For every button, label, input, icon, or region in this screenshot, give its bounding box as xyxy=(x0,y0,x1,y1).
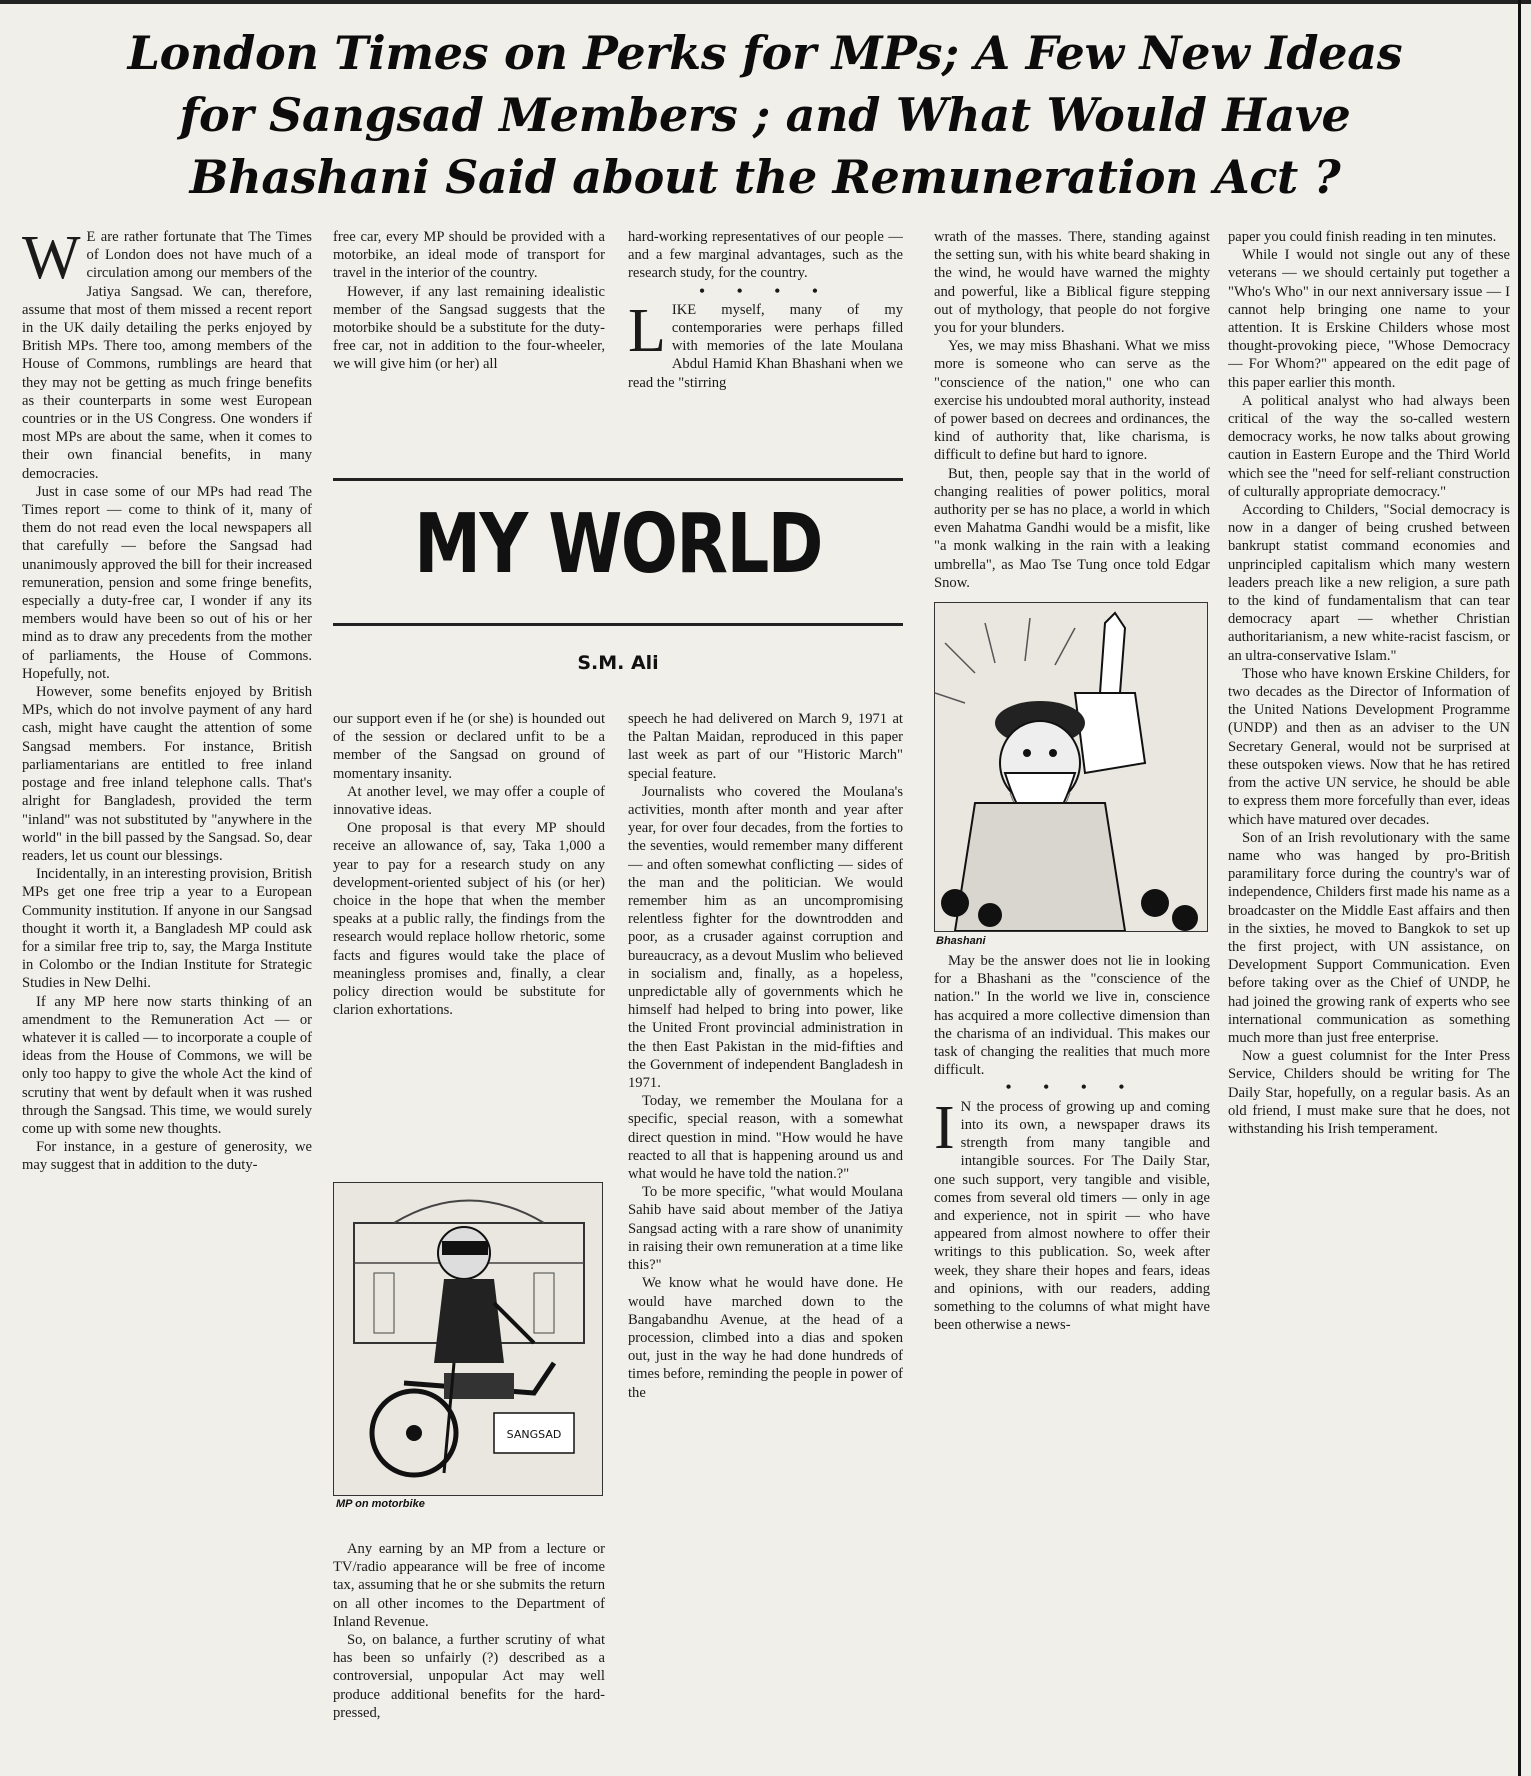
paragraph: Yes, we may miss Bhashani. What we miss more is someone who can serve as the "conscience of the nation," one who can exercise his undoubted moral authority, instead of power based on decrees and ordinances, the kind of authority that, like charisma, is difficult to define but hard to ignore. xyxy=(934,338,1210,464)
bhashani-illustration xyxy=(935,603,1207,931)
paragraph: One proposal is that every MP should receive an allowance of, say, Taka 1,000 a year to pay for a research study on any development-oriented subject of his (or her) choice in the hope that when the member speaks at a public rally, the findings from the research would replace hollow rhetoric, some facts and figures would take the place of meaningless promises and, finally, a clear policy direction would be substitute for clarion exhortations. xyxy=(333,820,605,1019)
article-column-3-top xyxy=(628,228,903,458)
banner-rule-top xyxy=(333,478,903,481)
paragraph: While I would not single out any of these veterans — we should certainly put together a "Who's Who" in our next anniversary issue — I cannot help bringing one name to your attention. It is Erskine Childers whose most thought-provoking piece, "Whose Democracy — For Whom?" appeared on the edit page of this paper earlier this month. xyxy=(1228,247,1510,391)
headline-line-1: London Times on Perks for MPs; A Few New Ideas xyxy=(127,26,1403,80)
bhashani-cartoon xyxy=(934,602,1208,932)
right-column-rule xyxy=(1518,0,1521,1776)
article-column-5 xyxy=(1228,228,1510,1768)
paragraph: However, some benefits enjoyed by British MPs, which do not involve payment of any hard cash, might have caught the attention of some Sangsad members. For instance, British parliamentarians are entitled to free inland postage and free inland telephone calls. That's alright for Bangladesh, provided the term "inland" was not substituted by "anywhere in the world" in the bill passed by the Sangsad. So, dear readers, let us count our blessings. xyxy=(22,684,312,864)
paragraph: But, then, people say that in the world of changing realities of power politics, moral authority per se has no place, a world in which even Mahatma Gandhi would be a misfit, like "a monk walking in the rain with a leaking umbrella", as Mao Tse Tung once told Edgar Snow. xyxy=(934,465,1210,591)
motorbike-caption: MP on motorbike xyxy=(336,1498,425,1510)
paragraph: So, on balance, a further scrutiny of what has been so unfairly (?) described as a controversial, unpopular Act may well produce additional benefits for the hard-pressed, xyxy=(333,1632,605,1721)
paragraph: paper you could finish reading in ten minutes. xyxy=(1228,229,1497,245)
paragraph: our support even if he (or she) is hounded out of the session or declared unfit to be a member of the Sangsad on ground of momentary insanity. xyxy=(333,711,605,782)
mp-motorbike-cartoon xyxy=(333,1182,603,1496)
top-rule xyxy=(0,0,1531,4)
drop-cap: W xyxy=(22,228,81,292)
paragraph: May be the answer does not lie in looking for a Bhashani as the "conscience of the nation." In the world we live in, conscience has acquired a more collective dimension than the charisma of an individual. This makes our task of changing the realities that much more difficult. xyxy=(934,953,1210,1079)
paragraph: However, if any last remaining idealistic member of the Sangsad suggests that the motorbike should be a substitute for the duty-free car, not in addition to the four-wheeler, we will give him (or her) all xyxy=(333,283,605,373)
headline-line-3: Bhashani Said about the Remuneration Act ? xyxy=(189,150,1341,204)
paragraph: Journalists who covered the Moulana's activities, month after month and year after year, for over four decades, from the forties to the seventies, would remember many different — and often somewhat conflicting — sides of the man and the politician. We would remember him as an uncompromising relentless fighter for the downtrodden and poor, as a crusader against corruption and bureaucracy, as a devout Muslim who believed in socialism and, finally, as a hopeless, unpredictable ally of governments which he himself had helped to bring into power, like the United Front provincial administration in the then East Pakistan in the mid-fifties and the Government of independent Bangladesh in 1971. xyxy=(628,783,903,1092)
bhashani-caption: Bhashani xyxy=(936,935,986,948)
article-column-2-middle xyxy=(333,710,605,1180)
paragraph: LIKE myself, many of my contemporaries were perhaps filled with memories of the late Moulana Abdul Hamid Khan Bhashani when we read the "stirring xyxy=(628,296,903,391)
paragraph: Just in case some of our MPs had read The Times report — come to think of it, many of them do not read even the local newspapers all that carefully — before the Sangsad had unanimously approved the bill for their increased remuneration, pension and some fringe benefits, especially a duty-free car, I wonder if any its members would have been so out of his or her mind as to draw any precedents from the mother of parliaments, the House of Commons. Hopefully, not. xyxy=(22,483,312,682)
paragraph: Son of an Irish revolutionary with the same name who was hanged by pro-British paramilitary force during the country's war of independence, Childers first made his name as a broadcaster on the Middle East affairs and then in the sixties, he moved to Bangkok to set up the first project, with UN assistance, on Development Support Communication. Even before taking over as the Chief of UNDP, he had joined the growing rank of experts who see international communication as something much more than just free enterprise. xyxy=(1228,829,1510,1046)
article-column-2-bottom xyxy=(333,1540,605,1768)
drop-cap: I xyxy=(934,1093,955,1162)
headline xyxy=(20,22,1510,208)
section-dots: • • • • xyxy=(699,282,832,300)
paragraph: To be more specific, "what would Moulana Sahib have said about member of the Jatiya Sangsad acting with a rare show of unanimity in raising their own remuneration at a time like this?" xyxy=(628,1184,903,1274)
article-column-1 xyxy=(22,228,312,1768)
paragraph: W E are rather fortunate that The Times of London does not have much of a circulation among our members of the Jatiya Sangsad. We can, therefore, assume that most of them missed a recent report in the UK daily detailing the perks enjoyed by British MPs. There too, among members of the House of Commons, rumblings are heard that they may not be getting as much fringe benefits as their counterparts in some west European countries or in the US Congress. One wonders if most MPs are about the same, when it comes to their own financial benefits, in many democracies. xyxy=(22,228,312,482)
headline-line-2: for Sangsad Members ; and What Would Have xyxy=(179,88,1351,142)
article-column-2-top xyxy=(333,228,605,458)
paragraph: hard-working representatives of our people — and a few marginal advantages, such as the research study, for the country. xyxy=(628,229,903,282)
paragraph: We know what he would have done. He would have marched down to the Bangabandhu Avenue, at the head of a procession, climbed into a dias and spoken out, just in the way he had done hundreds of times before, reminding the people in power of the xyxy=(628,1275,903,1401)
paragraph: free car, every MP should be provided with a motorbike, an ideal mode of transport for travel in the interior of the country. xyxy=(333,229,605,282)
paragraph: Incidentally, in an interesting provision, British MPs get one free trip a year to a European Community institution. If anyone in our Sangsad thought it worth it, a Bangladesh MP could ask for a similar free trip to, say, the Marga Institute in Colombo or the Indian Institute for Strategic Studies in New Delhi. xyxy=(22,866,312,992)
cartoon-sign-text: SANGSAD xyxy=(506,1428,562,1441)
paragraph: If any MP here now starts thinking of an amendment to the Remuneration Act — or whatever it is called — to incorporate a couple of ideas from the House of Commons, we will be only too happy to give the whole Act the kind of scrutiny that went by default when it was rushed through the Sangsad. This time, we would surely come up with some new thoughts. xyxy=(22,993,312,1137)
bhashani-figure-space xyxy=(934,592,1210,952)
paragraph: Today, we remember the Moulana for a specific, special reason, with a somewhat direct question in mind. "How would he have reacted to all that is happening around us and what would he have told the nation.?" xyxy=(628,1093,903,1183)
paragraph: According to Childers, "Social democracy is now in a danger of being crushed between bankrupt statist command economies and unprincipled capitalism which many western leaders preach like a new religion, a sure path to the kind of fundamentalism that can tear democracy apart — whether Christian authoritarianism, a new white-racist fascism, or an ultra-conservative Islam." xyxy=(1228,502,1510,664)
banner-rule-bottom xyxy=(333,623,903,626)
paragraph: speech he had delivered on March 9, 1971 at the Paltan Maidan, reproduced in this paper last week as part of our "Historic March" special feature. xyxy=(628,711,903,782)
article-column-3 xyxy=(628,710,903,1768)
section-dots: • • • • xyxy=(1005,1079,1139,1097)
paragraph: Now a guest columnist for the Inter Press Service, Childers should be writing for The Daily Star, hopefully, on a regular basis. As an old friend, I must make sure that he does, not withstanding his Irish temperament. xyxy=(1228,1048,1510,1137)
column-banner: MY WORLD xyxy=(414,497,822,592)
paragraph: Any earning by an MP from a lecture or TV/radio appearance will be free of income tax, assuming that he or she submits the return on all other incomes to the Department of Inland Revenue. xyxy=(333,1541,605,1630)
byline: S.M. Ali xyxy=(577,652,659,674)
paragraph: Those who have known Erskine Childers, for two decades as the Director of Information of the United Nations Development Programme (UNDP) and then as an adviser to the UN Secretary General, would not be surprised at these outspoken views. Now that he has retired from the active UN service, he should be able to express them more forcefully than ever, ideas which have matured over decades. xyxy=(1228,665,1510,828)
paragraph: At another level, we may offer a couple of innovative ideas. xyxy=(333,783,605,819)
motorbike-illustration xyxy=(334,1183,602,1495)
paragraph: A political analyst who had always been critical of the way the so-called western democracy works, he now talks about growing caution in Eastern Europe and the Third World which see the "need for self-reliant construction of culturally appropriate democracy." xyxy=(1228,392,1510,500)
paragraph: For instance, in a gesture of generosity, we may suggest that in addition to the duty- xyxy=(22,1139,312,1174)
paragraph: wrath of the masses. There, standing against the setting sun, with his white beard shaking in the wind, he would have warned the mighty and powerful, like a Biblical figure stepping out of mythology, that people do not forgive you for your blunders. xyxy=(934,229,1210,337)
paragraph: I N the process of growing up and coming into its own, a newspaper draws its strength from many tangible and intangible sources. For The Daily Star, one such support, very tangible and visible, comes from several old timers — only in age and experience, not in spirit — who have appeared from almost nowhere to offer their writings to this publication. So, week after week, they share their hopes and fears, ideas and opinions, with our readers, adding something to the columns of what might have been otherwise a news- xyxy=(934,1093,1210,1334)
article-column-4 xyxy=(934,228,1210,1768)
drop-cap: L xyxy=(628,296,666,365)
